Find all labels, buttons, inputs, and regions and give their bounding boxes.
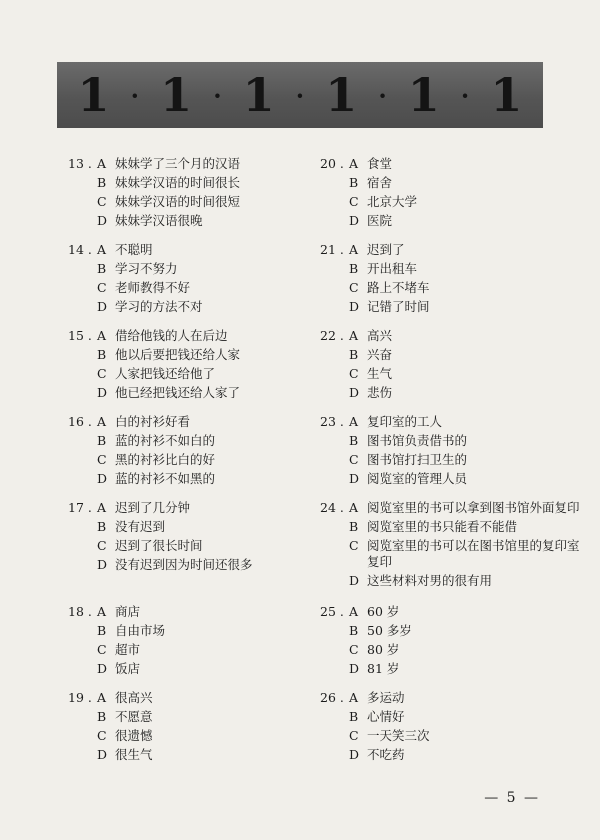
option-letter: A — [349, 500, 359, 515]
answer-option — [320, 280, 580, 296]
answer-option — [68, 642, 308, 658]
option-letter: C — [97, 194, 107, 209]
option-text: 阅览室里的书可以拿到图书馆外面复印 — [367, 500, 580, 515]
answer-option — [68, 557, 308, 573]
option-letter: D — [97, 213, 108, 228]
option-text: 复印室的工人 — [367, 414, 443, 429]
option-letter: B — [349, 261, 359, 276]
option-text: 超市 — [115, 642, 141, 657]
option-letter: D — [349, 471, 360, 486]
answer-option — [68, 709, 308, 725]
option-text: 记错了时间 — [367, 299, 430, 314]
question-block — [68, 690, 308, 766]
option-text: 迟到了几分钟 — [115, 500, 191, 515]
option-text: 兴奋 — [367, 347, 393, 362]
option-letter: D — [97, 385, 108, 400]
option-letter: C — [97, 642, 107, 657]
answer-option — [68, 385, 308, 401]
option-letter: B — [97, 347, 107, 362]
option-letter: A — [349, 242, 359, 257]
option-letter: B — [97, 261, 107, 276]
answer-option — [68, 747, 308, 763]
answer-option — [320, 194, 580, 210]
option-letter: B — [349, 623, 359, 638]
option-text: 商店 — [115, 604, 141, 619]
question-number: 20 . — [320, 156, 344, 171]
answer-option — [320, 299, 580, 315]
option-letter: B — [349, 347, 359, 362]
answer-option — [68, 661, 308, 677]
option-text: 自由市场 — [115, 623, 166, 638]
option-letter: A — [97, 500, 107, 515]
option-letter: D — [349, 299, 360, 314]
answer-option — [320, 604, 580, 620]
answer-option — [320, 156, 580, 172]
question-block — [68, 328, 308, 404]
option-text: 悲伤 — [367, 385, 393, 400]
page-number: — 5 — — [484, 790, 540, 806]
option-text: 很生气 — [115, 747, 153, 762]
option-text: 蓝的衬衫不如黑的 — [115, 471, 216, 486]
answer-option — [68, 366, 308, 382]
option-letter: B — [97, 433, 107, 448]
option-text: 他以后要把钱还给人家 — [115, 347, 241, 362]
banner-dot: · — [130, 80, 140, 110]
option-letter: A — [349, 328, 359, 343]
option-text: 借给他钱的人在后边 — [115, 328, 228, 343]
option-letter: C — [349, 366, 359, 381]
option-text: 路上不堵车 — [367, 280, 430, 295]
answer-option — [68, 328, 308, 344]
option-text: 图书馆打扫卫生的 — [367, 452, 468, 467]
option-text: 食堂 — [367, 156, 393, 171]
option-text: 高兴 — [367, 328, 393, 343]
option-text: 开出租车 — [367, 261, 418, 276]
option-letter: B — [97, 709, 107, 724]
option-text: 迟到了 — [367, 242, 405, 257]
option-letter: D — [97, 661, 108, 676]
option-letter: A — [97, 690, 107, 705]
answer-option — [68, 604, 308, 620]
answer-option — [320, 709, 580, 725]
banner-digit: 1 — [77, 68, 110, 122]
answer-option — [320, 728, 580, 744]
question-number: 17 . — [68, 500, 92, 515]
answer-option — [68, 452, 308, 468]
option-text: 没有迟到因为时间还很多 — [115, 557, 253, 572]
option-text: 没有迟到 — [115, 519, 166, 534]
option-letter: B — [97, 623, 107, 638]
option-text: 心情好 — [367, 709, 405, 724]
banner-digit: 1 — [407, 68, 440, 122]
answer-option — [68, 728, 308, 744]
question-number: 26 . — [320, 690, 344, 705]
option-letter: C — [349, 728, 359, 743]
answer-option — [68, 280, 308, 296]
option-letter: D — [97, 557, 108, 572]
option-text: 图书馆负责借书的 — [367, 433, 468, 448]
option-letter: A — [349, 414, 359, 429]
banner-dot: · — [460, 80, 470, 110]
banner-digit: 1 — [490, 68, 523, 122]
option-text: 饭店 — [115, 661, 141, 676]
option-letter: B — [349, 709, 359, 724]
option-letter: D — [349, 213, 360, 228]
option-text: 生气 — [367, 366, 393, 381]
option-text: 学习的方法不对 — [115, 299, 203, 314]
answer-option — [320, 500, 580, 516]
section-banner — [57, 62, 543, 128]
option-text: 阅览室里的书可以在图书馆里的复印室复印 — [367, 538, 580, 569]
answer-option — [320, 452, 580, 468]
option-letter: C — [97, 366, 107, 381]
answer-option — [68, 347, 308, 363]
option-letter: B — [97, 519, 107, 534]
option-text: 人家把钱还给他了 — [115, 366, 216, 381]
answer-option — [320, 213, 580, 229]
question-block — [320, 690, 580, 766]
answer-option — [320, 471, 580, 487]
answer-option — [68, 175, 308, 191]
banner-dot: · — [378, 80, 387, 110]
question-number: 25 . — [320, 604, 344, 619]
option-letter: C — [349, 538, 359, 553]
question-block — [320, 500, 580, 592]
option-letter: D — [97, 471, 108, 486]
answer-option — [68, 538, 308, 554]
banner-digit: 1 — [242, 68, 275, 122]
option-letter: D — [97, 299, 108, 314]
option-text: 81 岁 — [367, 661, 400, 676]
option-text: 很高兴 — [115, 690, 153, 705]
option-letter: B — [349, 519, 359, 534]
answer-option — [320, 328, 580, 344]
option-letter: B — [349, 433, 359, 448]
question-block — [320, 604, 580, 680]
option-text: 妹妹学了三个月的汉语 — [115, 156, 241, 171]
option-letter: C — [97, 452, 107, 467]
answer-option — [320, 747, 580, 763]
question-block — [68, 500, 308, 576]
option-text: 多运动 — [367, 690, 405, 705]
answer-option — [320, 642, 580, 658]
answer-option — [320, 433, 580, 449]
option-letter: A — [97, 604, 107, 619]
question-number: 13 . — [68, 156, 92, 171]
option-letter: D — [349, 661, 360, 676]
option-letter: A — [97, 242, 107, 257]
answer-option — [320, 623, 580, 639]
question-block — [68, 604, 308, 680]
option-text: 医院 — [367, 213, 393, 228]
option-letter: C — [97, 538, 107, 553]
question-number: 24 . — [320, 500, 344, 515]
option-letter: A — [349, 156, 359, 171]
option-text: 60 岁 — [367, 604, 400, 619]
question-number: 22 . — [320, 328, 344, 343]
question-block — [320, 242, 580, 318]
answer-option — [68, 213, 308, 229]
option-letter: D — [349, 573, 360, 588]
question-number: 15 . — [68, 328, 92, 343]
answer-option — [320, 538, 580, 570]
question-number: 16 . — [68, 414, 92, 429]
option-letter: A — [97, 414, 107, 429]
question-block — [320, 156, 580, 232]
answer-option — [320, 519, 580, 535]
option-letter: B — [349, 175, 359, 190]
question-block — [68, 156, 308, 232]
answer-option — [320, 261, 580, 277]
answer-option — [320, 242, 580, 258]
option-text: 阅览室的管理人员 — [367, 471, 468, 486]
option-letter: A — [97, 156, 107, 171]
option-text: 一天笑三次 — [367, 728, 430, 743]
answer-option — [320, 661, 580, 677]
answer-option — [68, 623, 308, 639]
option-text: 不吃药 — [367, 747, 405, 762]
option-text: 迟到了很长时间 — [115, 538, 203, 553]
answer-option — [68, 690, 308, 706]
question-number: 18 . — [68, 604, 92, 619]
option-text: 80 岁 — [367, 642, 400, 657]
answer-option — [68, 414, 308, 430]
answer-option — [68, 519, 308, 535]
answer-option — [68, 242, 308, 258]
option-text: 不愿意 — [115, 709, 153, 724]
answer-option — [320, 414, 580, 430]
answer-option — [68, 500, 308, 516]
answer-option — [320, 347, 580, 363]
answer-option — [320, 175, 580, 191]
question-block — [68, 414, 308, 490]
answer-option — [320, 385, 580, 401]
option-letter: C — [349, 194, 359, 209]
question-number: 19 . — [68, 690, 92, 705]
option-text: 老师教得不好 — [115, 280, 191, 295]
option-text: 黑的衬衫比白的好 — [115, 452, 216, 467]
option-text: 不聪明 — [115, 242, 153, 257]
question-number: 14 . — [68, 242, 92, 257]
option-text: 妹妹学汉语很晚 — [115, 213, 203, 228]
option-letter: C — [349, 642, 359, 657]
option-text: 白的衬衫好看 — [115, 414, 191, 429]
option-text: 这些材料对男的很有用 — [367, 573, 493, 588]
option-text: 50 多岁 — [367, 623, 412, 638]
question-block — [320, 414, 580, 490]
answer-option — [68, 471, 308, 487]
option-letter: A — [97, 328, 107, 343]
banner-digit: 1 — [325, 68, 358, 122]
option-text: 阅览室里的书只能看不能借 — [367, 519, 518, 534]
banner-digit: 1 — [160, 68, 193, 122]
option-text: 很遗憾 — [115, 728, 153, 743]
option-letter: C — [349, 280, 359, 295]
answer-option — [320, 366, 580, 382]
option-letter: C — [349, 452, 359, 467]
banner-dot: · — [213, 80, 222, 110]
option-letter: A — [349, 604, 359, 619]
option-text: 学习不努力 — [115, 261, 178, 276]
answer-option — [68, 194, 308, 210]
option-letter: D — [97, 747, 108, 762]
option-text: 宿舍 — [367, 175, 393, 190]
question-block — [68, 242, 308, 318]
option-text: 妹妹学汉语的时间很短 — [115, 194, 241, 209]
answer-option — [320, 690, 580, 706]
question-number: 21 . — [320, 242, 344, 257]
option-text: 蓝的衬衫不如白的 — [115, 433, 216, 448]
question-block — [320, 328, 580, 404]
answer-option — [68, 433, 308, 449]
option-letter: C — [97, 280, 107, 295]
option-letter: B — [97, 175, 107, 190]
option-letter: D — [349, 747, 360, 762]
answer-option — [68, 261, 308, 277]
answer-option — [320, 573, 580, 589]
option-letter: C — [97, 728, 107, 743]
question-number: 23 . — [320, 414, 344, 429]
answer-option — [68, 299, 308, 315]
answer-option — [68, 156, 308, 172]
option-text: 北京大学 — [367, 194, 418, 209]
option-letter: A — [349, 690, 359, 705]
option-letter: D — [349, 385, 360, 400]
banner-dot: · — [295, 80, 305, 110]
option-text: 妹妹学汉语的时间很长 — [115, 175, 241, 190]
option-text: 他已经把钱还给人家了 — [115, 385, 241, 400]
